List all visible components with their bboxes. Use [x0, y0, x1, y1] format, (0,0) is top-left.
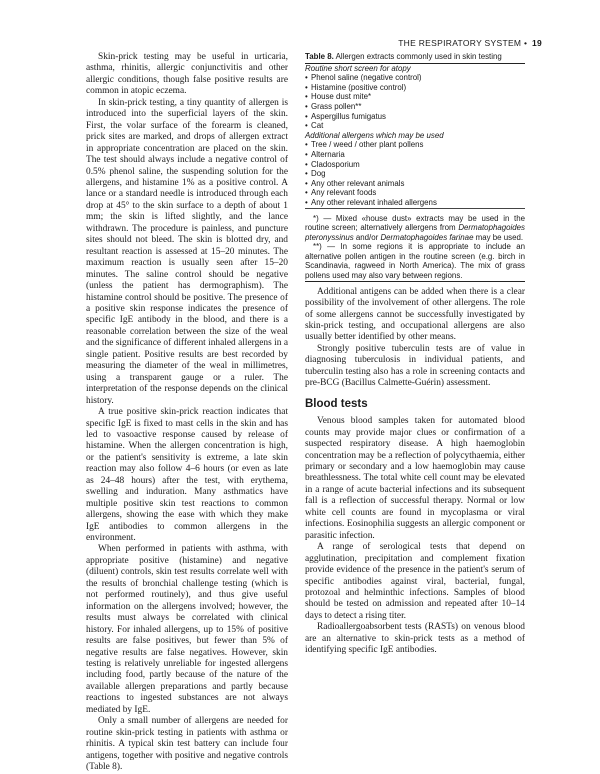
- list-item: • Any other relevant inhaled allergens: [305, 198, 525, 208]
- right-column: [305, 52, 525, 657]
- list-item: • Cladosporium: [305, 160, 525, 170]
- list-item: • Grass pollen**: [305, 102, 525, 112]
- table-group-list: [305, 140, 525, 207]
- list-item: • House dust mite*: [305, 92, 525, 102]
- table-group-title: Routine short screen for atopy: [305, 63, 411, 73]
- list-item: • Histamine (positive control): [305, 83, 525, 93]
- list-item: • Alternaria: [305, 150, 525, 160]
- table-bottom-rule: [305, 208, 525, 209]
- list-item: • Any relevant foods: [305, 188, 525, 198]
- left-column: [86, 52, 288, 774]
- footnote-text: may be used.: [475, 232, 524, 242]
- table-caption: [305, 52, 525, 63]
- paragraph: In skin-prick testing, a tiny quantity of allergen is introduced into the superficial layers of the skin. First, the volar surface of the forearm is cleaned, prick sites are marked, and drops of allergen extract in appropriate concentration are placed on the skin. The test should always include a negative control of 0.5% phenol saline, the suspending solution for the allergens, and histamine 1% as a positive control. A lance or a standard needle is introduced through each drop at 45° to the skin surface to a depth of about 1 mm; the skin is lifted slightly, and the lance withdrawn. The procedure is painless, and puncture sites should not bleed. The skin is blotted dry, and resultant reaction is assessed at 15–20 minutes. The maximum reaction is usually seen after 15–20 minutes. The saline control should be negative (unless the patient has dermographism). The histamine control should be positive. The presence of a positive skin response indicates the presence of specific IgE antibody in the blood, and there is a reasonable correlation between the size of the weal and the significance of different inhaled allergens in a single patient. Positive results are best recorded by measuring the diameter of the weal in millimetres, using a transparent gauge or a ruler. The interpretation of the response depends on the clinical history.: [86, 97, 288, 406]
- allergen-table: [305, 52, 525, 282]
- list-item: • Dog: [305, 169, 525, 179]
- paragraph: A true positive skin-prick reaction indicates that specific IgE is fixed to mast cells in the skin and has led to vasoactive response caused by release of histamine. When the allergen concentration is high, or the patient's sensitivity is extreme, a late skin reaction may also follow 4–6 hours (or even as late as 24–48 hours) after the test, with erythema, swelling and induration. Many asthmatics have multiple positive skin test reactions to common allergens, showing the ease with which they make IgE antibodies to common allergens in the environment.: [86, 407, 288, 544]
- footnote-text: *) — Mixed «house dust» extracts may be used in the routine screen; alternatively allergens from: [305, 213, 525, 233]
- paragraph: Skin-prick testing may be useful in urticaria, asthma, rhinitis, allergic conjunctivitis and other allergic conditions, though false positive results are common in atopic eczema.: [86, 52, 288, 97]
- list-item: • Phenol saline (negative control): [305, 73, 525, 83]
- running-head-bullet: •: [523, 38, 528, 48]
- paragraph: Additional antigens can be added when there is a clear possibility of the involvement of other allergens. The role of some allergens cannot be successfully investigated by skin-prick testing, and occupational allergens are also usually better identified by other means.: [305, 286, 525, 343]
- paragraph: When performed in patients with asthma, with appropriate positive (histamine) and negative (diluent) controls, skin test results correlate well with the results of bronchial challenge testing (which is not performed routinely), and thus give useful information on the allergens involved; however, the results must always be correlated with clinical history. For inhaled allergens, up to 15% of positive results are false positives, but fewer than 5% of negative results are false negatives. However, skin testing is relatively unreliable for ingested allergens including food, partly because of the nature of the available allergen preparations and partly because reactions to ingested substances are not always mediated by IgE.: [86, 544, 288, 715]
- table-notes: [305, 214, 525, 281]
- table-footnote: **) — In some regions it is appropriate to include an alternative pollen antigen in the routine screen (e.g. birch in Scandinavia, ragweed in North America). The mix of grass pollens used may also vary between regions.: [305, 242, 525, 281]
- running-head: [398, 38, 542, 48]
- paragraph: A range of serological tests that depend on agglutination, precipitation and complement fixation provide evidence of the presence in the patient's serum of specific antibodies against viral, bacterial, fungal, protozoal and helminthic infections. Samples of blood should be tested on admission and repeated after 10–14 days to detect a rising titer.: [305, 542, 525, 621]
- paragraph: Radioallergoabsorbent tests (RASTs) on venous blood are an alternative to skin-prick tests as a method of identifying specific IgE antibodies.: [305, 622, 525, 656]
- paragraph: Strongly positive tuberculin tests are of value in diagnosing tuberculosis in individual patients, and tuberculin testing also has a role in screening contacts and pre-BCG (Bacillus Calmette-Guérin) assessment.: [305, 343, 525, 389]
- list-item: • Cat: [305, 121, 525, 131]
- species-name: Dermatophagoides pteronyssinus: [305, 223, 525, 242]
- table-label: Table 8.: [305, 52, 334, 61]
- table-caption-text: Allergen extracts commonly used in skin testing: [335, 52, 502, 61]
- table-group-title: Additional allergens which may be used: [305, 130, 444, 140]
- table-footnote: [305, 214, 525, 243]
- species-name: Dermatophagoides farinae: [380, 232, 474, 242]
- table-group-list: [305, 73, 525, 131]
- running-head-section: THE RESPIRATORY SYSTEM: [398, 38, 522, 48]
- list-item: • Tree / weed / other plant pollens: [305, 140, 525, 150]
- paragraph: Venous blood samples taken for automated blood counts may provide major clues or confirmation of a suspected respiratory disease. A high haemoglobin concentration may be a reflection of polycythaemia, either primary or secondary and a low haemoglobin may cause breathlessness. The total white cell count may be elevated in a range of acute bacterial infections and its subsequent fall is a reflection of successful therapy. Normal or low white cell counts are found in mycoplasma or viral infections. Eosinophilia suggests an allergic component or parasitic infection.: [305, 416, 525, 541]
- section-heading: Blood tests: [305, 397, 368, 410]
- footnote-text: and/or: [355, 232, 379, 242]
- list-item: • Any other relevant animals: [305, 179, 525, 189]
- page-number: 19: [531, 38, 542, 48]
- list-item: • Aspergillus fumigatus: [305, 112, 525, 122]
- paragraph: Only a small number of allergens are needed for routine skin-prick testing in patients with asthma or rhinitis. A typical skin test battery can include four antigens, together with positive and negative controls (Table 8).: [86, 716, 288, 773]
